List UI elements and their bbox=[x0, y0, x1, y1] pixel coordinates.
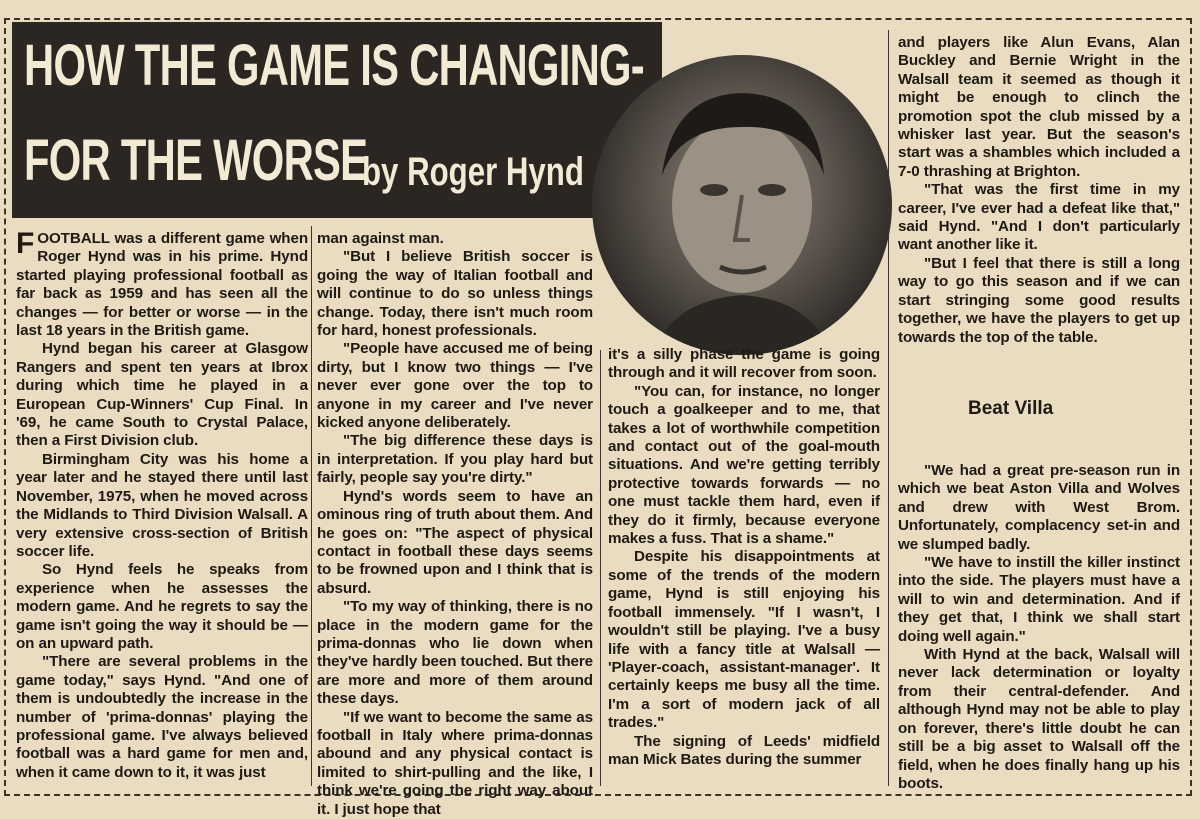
paragraph: Despite his disappointments at some of the trends of the modern game, Hynd is still enjoying his football immensely. "If I wasn't, I wouldn't still be playing. I've a busy life with a fancy title at Walsall — 'Player-coach, assistant-manager'. It certainly keeps me busy all the time. I'm a sort of modern jack of all trades." bbox=[608, 548, 880, 732]
column-3 bbox=[608, 346, 880, 769]
column-rule bbox=[600, 350, 601, 786]
paragraph: "If we want to become the same as football in Italy where prima-donnas abound and any physical contact is limited to shirt-pulling and the like, I think we're going the right way about it. I just hope that bbox=[317, 708, 593, 818]
paragraph: "There are several problems in the game today," says Hynd. "And one of them is undoubtedly the increase in the number of 'prima-donnas' playing the professional game. I've always believed football was a hard game for men and, when it came down to it, it was just bbox=[16, 653, 308, 781]
paragraph: So Hynd feels he speaks from experience when he assesses the modern game. And he regrets to say the game isn't going the way it should be — on an upward path. bbox=[16, 561, 308, 652]
paragraph: With Hynd at the back, Walsall will never lack determination or loyalty from their central-defender. And although Hynd may not be able to play on forever, there's little doubt he can still be a big asset to Walsall off the field, when he does finally hang up his boots. bbox=[898, 646, 1180, 792]
headline-banner bbox=[12, 22, 662, 218]
column-1 bbox=[16, 227, 308, 782]
paragraph: "You can, for instance, no longer touch a goalkeeper and to me, that takes a lot of worthwhile competition and contact out of the goal-mouth situations. And we're getting terribly protective towards forwards — no one must tackle them hard, even if they do it firmly, because everyone makes a fuss. That is a shame." bbox=[608, 382, 880, 548]
headline-line-1: HOW THE GAME IS CHANGING- bbox=[24, 33, 644, 98]
paragraph: "The big difference these days is in interpretation. If you play hard but fairly, people say you're dirty." bbox=[317, 432, 593, 487]
paragraph: "We had a great pre-season run in which we beat Aston Villa and Wolves and drew with West Brom. Unfortunately, complacency set-in and we slumped badly. bbox=[898, 462, 1180, 553]
paragraph: it's a silly phase the game is going through and it will recover from soon. bbox=[608, 346, 880, 382]
column-4-bottom bbox=[898, 462, 1180, 793]
column-rule bbox=[888, 30, 889, 786]
paragraph: and players like Alun Evans, Alan Buckley and Bernie Wright in the Walsall team it seemed as though it might be enough to clinch the promotion spot the club missed by a whisker last year. But the season's start was a shambles which included a 7-0 thrashing at Brighton. bbox=[898, 34, 1180, 180]
paragraph: "To my way of thinking, there is no place in the modern game for the prima-donnas who lie down when they've hardly been touched. But there are more and more of them around these days. bbox=[317, 598, 593, 708]
paragraph: "But I believe British soccer is going the way of Italian football and will continue to do so unless things change. Today, there isn't much room for hard, honest professionals. bbox=[317, 248, 593, 340]
column-4-top bbox=[898, 34, 1180, 347]
headline-line-2: FOR THE WORSE bbox=[24, 128, 368, 193]
paragraph: "People have accused me of being dirty, but I know two things — I've never ever gone over the top to anyone in my career and I've never kicked anyone deliberately. bbox=[317, 340, 593, 432]
portrait-photo bbox=[592, 55, 892, 355]
paragraph: FOOTBALL was a different game when Roger Hynd was in his prime. Hynd started playing professional football as far back as 1959 and has seen all the changes — for better or worse — in the last 18 years in the British game. bbox=[16, 227, 308, 340]
paragraph: man against man. bbox=[317, 230, 444, 247]
byline: by Roger Hynd bbox=[362, 150, 584, 194]
subheading: Beat Villa bbox=[968, 398, 1054, 419]
column-2 bbox=[317, 230, 593, 819]
paragraph: Birmingham City was his home a year later and he stayed there until last November, 1975, when he moved across the Midlands to Third Division Walsall. A very extensive cross-section of British soccer life. bbox=[16, 450, 308, 560]
paragraph: "That was the first time in my career, I've ever had a defeat like that," said Hynd. "And I don't particularly want another like it. bbox=[898, 181, 1180, 254]
paragraph: Hynd began his career at Glasgow Rangers and spent ten years at Ibrox during which time he played in a European Cup-Winners' Cup Final. In '69, he came South to Crystal Palace, then a First Division club. bbox=[16, 340, 308, 450]
paragraph: The signing of Leeds' midfield man Mick Bates during the summer bbox=[608, 732, 880, 768]
paragraph: "We have to instill the killer instinct into the side. The players must have a will to win and determination. And if they get that, I think we shall start doing well again." bbox=[898, 554, 1180, 645]
column-rule bbox=[311, 226, 312, 786]
paragraph: Hynd's words seem to have an ominous ring of truth about them. And he goes on: "The aspect of physical contact in football these days seems to be frowned upon and I think that is absurd. bbox=[317, 487, 593, 597]
paragraph: "But I feel that there is still a long way to go this season and if we can start stringing some good results together, we have the players to get up towards the top of the table. bbox=[898, 254, 1180, 346]
